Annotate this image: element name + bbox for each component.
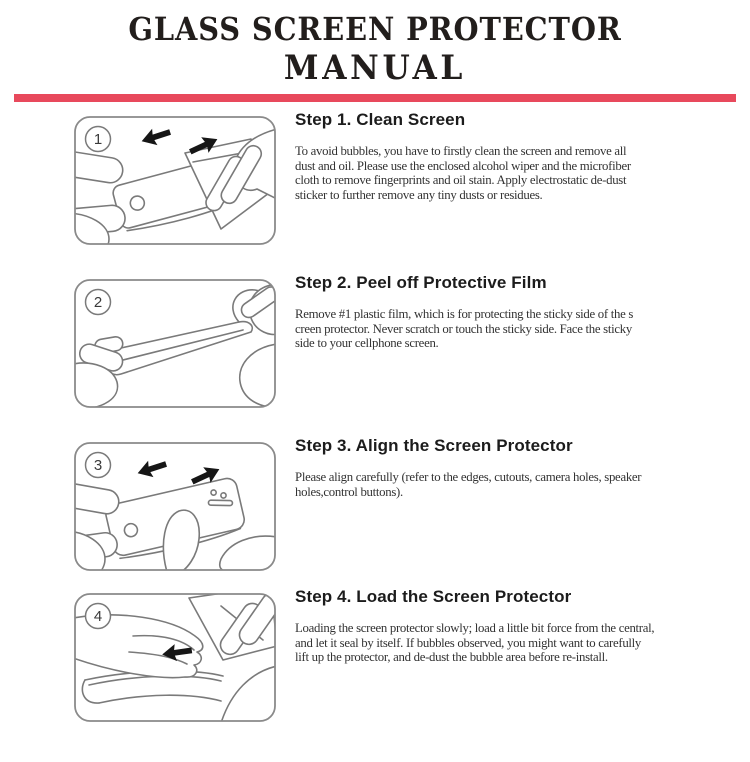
left-hand	[73, 481, 121, 516]
step-1-illustration-box	[73, 115, 277, 246]
manual-title-line2: MANUAL	[283, 48, 467, 88]
step-2-heading: Step 2. Peel off Protective Film	[295, 273, 547, 292]
screen-protector	[103, 322, 253, 375]
step-2-row	[73, 273, 750, 409]
step-1-heading: Step 1. Clean Screen	[295, 110, 466, 129]
right-arm	[221, 666, 277, 723]
align-arrow-left-icon	[135, 456, 169, 482]
hands-peeling-film-off-protector-illustration	[73, 278, 277, 409]
step-2-illustration-box	[73, 278, 277, 409]
step-3-illustration-box	[73, 441, 277, 572]
step-1-instructions: To avoid bubbles, you have to firstly clean the screen and remove all dust and oil. Please use the enclosed alcohol wiper and the microfiber cloth to remove fingerprints and oil stain. Apply electrostatic de-dust sticker to further remove any tiny dusts or residues.	[295, 144, 631, 202]
step-3-heading: Step 3. Align the Screen Protector	[295, 436, 573, 455]
step-3-instructions: Please align carefully (refer to the edges, cutouts, camera holes, speaker holes,control buttons).	[295, 470, 642, 499]
hand-pressing-protector-onto-screen-illustration	[73, 592, 277, 723]
manual-page	[0, 12, 750, 762]
step-4-illustration-box	[73, 592, 277, 723]
steps-list	[0, 102, 750, 723]
step-number: 4	[93, 608, 103, 625]
accent-divider-rule	[14, 94, 736, 102]
step-2-instructions: Remove #1 plastic film, which is for protecting the sticky side of the s creen protector. Never scratch or touch the sticky side. Face the sticky side to your cellphone screen.	[295, 307, 634, 351]
wipe-arrow-left-icon	[139, 124, 173, 150]
step-4-row	[73, 587, 750, 723]
left-hand	[73, 149, 125, 185]
step-number: 1	[93, 131, 103, 148]
step-3-row	[73, 436, 750, 572]
pressing-thumb	[163, 510, 199, 572]
step-4-heading: Step 4. Load the Screen Protector	[295, 587, 572, 606]
hands-wiping-phone-with-cloth-illustration	[73, 115, 277, 246]
hands-aligning-protector-over-phone-illustration	[73, 441, 277, 572]
step-number: 2	[93, 294, 103, 311]
step-1-row	[73, 110, 750, 246]
step-4-instructions: Loading the screen protector slowly; load a little bit force from the central, and let it seal by itself. If bubbles observed, you might want to carefully lift up the protector, and de-dust the bubble area before re-install.	[295, 621, 655, 665]
manual-title-line1: GLASS SCREEN PROTECTOR	[128, 10, 622, 48]
step-number: 3	[93, 457, 103, 474]
